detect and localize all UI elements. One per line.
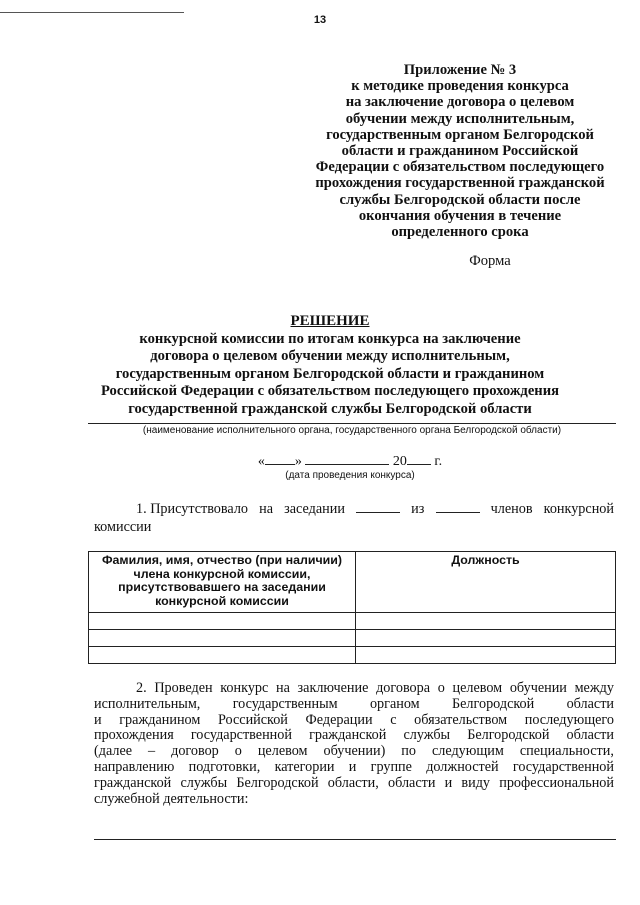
appendix-line: определенного срока xyxy=(391,224,529,241)
decision-line: договора о целевом обучении между исполнительным, xyxy=(150,348,510,364)
paragraph-2-line: служебной деятельности: xyxy=(94,790,249,807)
p1-word: 1. Присутствовало xyxy=(136,501,248,517)
date-open-quote: « xyxy=(257,454,265,469)
word: виду xyxy=(461,774,491,791)
decision-line: Российской Федерации с обязательством последующего прохождения xyxy=(100,383,560,399)
word: и xyxy=(94,711,102,728)
table-row xyxy=(89,647,616,664)
word: 2. xyxy=(136,680,147,696)
org-name-caption: (наименование исполнительного органа, государственного органа Белгородской области) xyxy=(142,425,562,436)
p1-word: заседании xyxy=(284,501,345,517)
appendix-line: области и гражданином Российской xyxy=(341,143,579,160)
appendix-line: прохождения государственной гражданской xyxy=(315,175,605,192)
word: службы xyxy=(180,774,228,791)
header-position: Должность xyxy=(356,552,616,613)
word: и xyxy=(348,758,357,775)
word: Белгородской xyxy=(236,774,319,791)
word: обучении) xyxy=(323,743,386,760)
specialty-blank-line[interactable] xyxy=(94,839,616,840)
paragraph-2-line xyxy=(94,744,614,760)
table-cell[interactable] xyxy=(356,613,616,630)
paragraph-1-continuation: комиссии xyxy=(94,519,152,535)
table-cell[interactable] xyxy=(89,630,356,647)
p1-word: на xyxy=(259,501,274,517)
paragraph-1-line xyxy=(94,500,614,518)
appendix-line: службы Белгородской области после xyxy=(339,191,581,208)
word: обучении xyxy=(509,680,567,696)
table-cell[interactable] xyxy=(356,647,616,664)
word: Российской xyxy=(217,711,288,728)
word: гражданской xyxy=(94,774,172,791)
word: конкурс xyxy=(220,680,269,696)
word: обязательством xyxy=(414,711,508,728)
word: о xyxy=(234,743,242,760)
word: целевом xyxy=(452,680,503,696)
word: последующего xyxy=(524,711,614,728)
paragraph-2 xyxy=(94,681,614,807)
appendix-line: обучении между исполнительным, xyxy=(345,110,575,127)
word: группе xyxy=(370,758,412,775)
decision-heading xyxy=(70,313,590,418)
present-count-blank[interactable] xyxy=(356,500,400,513)
paragraph-2-line xyxy=(94,713,614,729)
word: области xyxy=(566,695,614,712)
word: области, xyxy=(327,774,379,791)
word: между xyxy=(574,680,614,696)
word: профессиональной xyxy=(499,774,614,791)
word: Белгородской xyxy=(467,727,550,744)
word: должностей xyxy=(426,758,499,775)
members-table xyxy=(88,551,616,664)
page-number: 13 xyxy=(313,14,327,26)
header-fio: Фамилия, имя, отчество (при наличии) члена конкурсной комиссии, присутствовавшего на заседании конкурсной комиссии xyxy=(89,552,356,613)
word: подготовки, xyxy=(188,758,261,775)
word: по xyxy=(401,743,416,760)
day-blank[interactable] xyxy=(265,452,295,465)
table-header-row xyxy=(89,552,616,613)
decision-line: государственным органом Белгородской области и гражданином xyxy=(115,365,545,382)
word: целевом xyxy=(257,743,308,760)
word: государственной xyxy=(190,727,292,744)
word: органом xyxy=(369,695,420,712)
paragraph-1 xyxy=(94,500,614,536)
decision-line: конкурсной комиссии по итогам конкурса на заключение xyxy=(139,330,521,347)
appendix-line: Приложение № 3 xyxy=(403,62,517,78)
word: – xyxy=(148,743,156,760)
word: области xyxy=(566,727,614,744)
decision-line: государственной гражданской службы Белгородской области xyxy=(128,400,532,417)
word: государственным xyxy=(232,695,338,712)
appendix-line: государственным органом Белгородской xyxy=(326,126,594,143)
total-count-blank[interactable] xyxy=(436,500,480,513)
year-suffix: г. xyxy=(434,454,443,469)
org-name-blank-line[interactable] xyxy=(88,423,616,424)
table-cell[interactable] xyxy=(89,613,356,630)
p1-word: конкурсной xyxy=(543,501,614,517)
year-prefix: 20 xyxy=(392,454,407,469)
word: с xyxy=(390,711,397,728)
word: прохождения xyxy=(94,727,174,744)
p1-word: из xyxy=(411,501,425,517)
word: категории xyxy=(274,758,335,775)
word: заключение xyxy=(297,680,369,696)
table-cell[interactable] xyxy=(356,630,616,647)
appendix-line: Федерации с обязательством последующего xyxy=(315,159,605,176)
word: области xyxy=(387,774,436,791)
word: следующим xyxy=(431,743,504,760)
word: исполнительным, xyxy=(94,695,201,712)
top-rule xyxy=(0,12,184,13)
date-fill-line xyxy=(200,452,500,470)
word: договор xyxy=(171,743,219,760)
paragraph-2-line xyxy=(94,760,614,776)
table-row xyxy=(89,630,616,647)
word: специальности, xyxy=(519,743,614,760)
decision-title: РЕШЕНИЕ xyxy=(290,313,370,329)
appendix-line: к методике проведения конкурса xyxy=(351,78,569,95)
appendix-header xyxy=(290,62,630,240)
table-row xyxy=(89,613,616,630)
appendix-line: окончания обучения в течение xyxy=(358,207,562,224)
paragraph-2-line xyxy=(94,728,614,744)
paragraph-2-line xyxy=(94,776,614,792)
word: Белгородской xyxy=(451,695,535,712)
word: гражданской xyxy=(309,727,387,744)
paragraph-2-line xyxy=(94,681,614,697)
word: о xyxy=(437,680,445,696)
word: на xyxy=(275,680,290,696)
date-close-quote: » xyxy=(294,454,302,469)
year-blank[interactable] xyxy=(407,452,431,465)
table-cell[interactable] xyxy=(89,647,356,664)
month-blank[interactable] xyxy=(305,452,389,465)
date-caption: (дата проведения конкурса) xyxy=(285,470,415,481)
word: Проведен xyxy=(154,680,213,696)
word: направлению xyxy=(94,758,175,775)
word: службы xyxy=(403,727,451,744)
form-label: Форма xyxy=(469,253,511,269)
paragraph-2-line xyxy=(94,697,614,713)
word: гражданином xyxy=(119,711,201,728)
word: (далее xyxy=(94,743,133,760)
appendix-line: на заключение договора о целевом xyxy=(345,94,575,111)
word: государственной xyxy=(512,758,614,775)
word: договора xyxy=(376,680,431,696)
word: Федерации xyxy=(305,711,373,728)
word: и xyxy=(444,774,453,791)
p1-word: членов xyxy=(490,501,533,517)
